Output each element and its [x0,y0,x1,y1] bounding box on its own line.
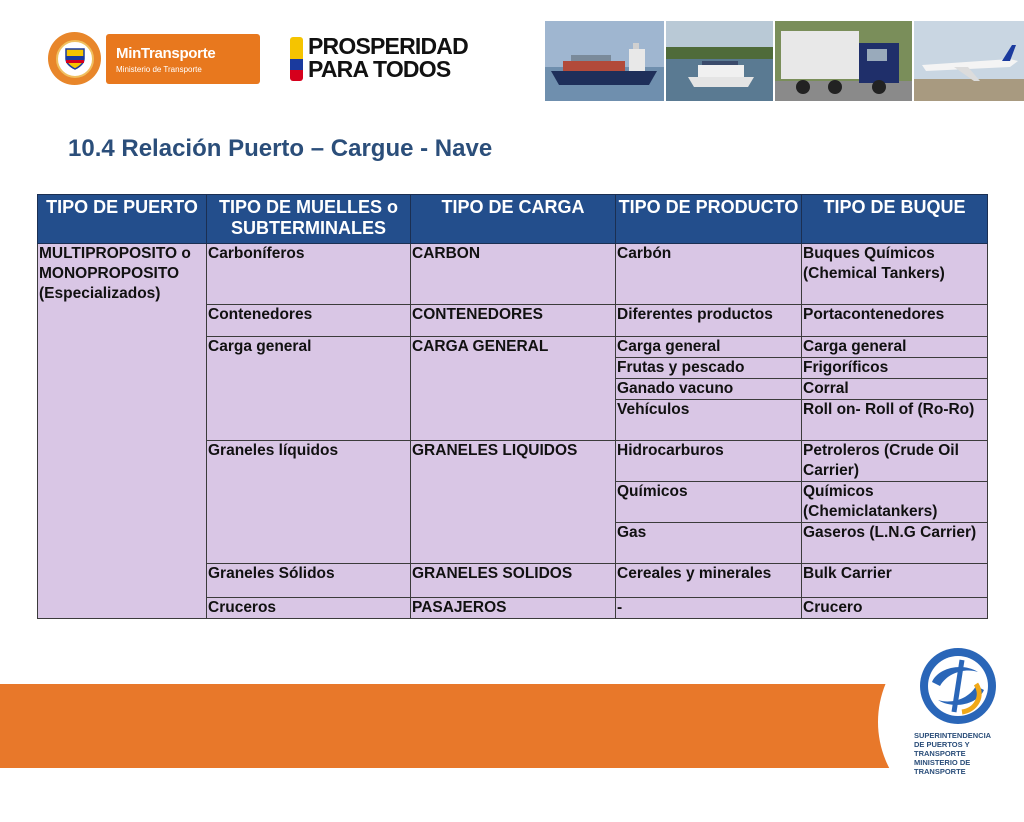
cell-puerto: MULTIPROPOSITO o MONOPROPOSITO (Especializados) [38,244,207,619]
cell-muelle: Carga general [207,337,411,441]
superintendencia-emblem-icon [918,646,998,726]
superintendencia-caption [914,731,1014,776]
slide-title: 10.4 Relación Puerto – Cargue - Nave [68,135,493,162]
cell-carga: CONTENEDORES [411,305,616,337]
slogan-line-2: PARA TODOS [308,56,451,82]
table-row [38,244,988,305]
transport-photo-strip [545,21,1024,101]
table-header-row [38,195,988,244]
emblem-line-1: SUPERINTENDENCIA [914,731,992,740]
cell-buque: Frigoríficos [802,358,988,379]
header-tipo-puerto: TIPO DE PUERTO [38,195,207,244]
mintransporte-badge [106,34,260,84]
cell-producto: Químicos [616,482,802,523]
cell-muelle: Graneles Sólidos [207,564,411,598]
ministry-subtitle: Ministerio de Transporte [116,65,202,74]
cell-carga: GRANELES LIQUIDOS [411,441,616,564]
cell-muelle: Graneles líquidos [207,441,411,564]
river-boat-photo [666,21,774,101]
cell-buque: Buques Químicos (Chemical Tankers) [802,244,988,305]
port-cargo-vessel-table [37,194,988,619]
footer-orange-band [0,684,1024,768]
cell-buque: Bulk Carrier [802,564,988,598]
cell-carga: CARGA GENERAL [411,337,616,441]
cell-carga: PASAJEROS [411,598,616,619]
ministry-name: MinTransporte [116,45,216,62]
header-tipo-buque: TIPO DE BUQUE [802,195,988,244]
cell-carga: CARBON [411,244,616,305]
cell-producto: - [616,598,802,619]
cell-muelle: Carboníferos [207,244,411,305]
republic-seal-icon [48,32,101,85]
cell-buque: Crucero [802,598,988,619]
cell-buque: Gaseros (L.N.G Carrier) [802,523,988,564]
cell-buque: Petroleros (Crude Oil Carrier) [802,441,988,482]
cell-buque: Carga general [802,337,988,358]
cell-producto: Vehículos [616,400,802,441]
cell-muelle: Cruceros [207,598,411,619]
cell-buque: Roll on- Roll of (Ro-Ro) [802,400,988,441]
header-tipo-carga: TIPO DE CARGA [411,195,616,244]
prosperidad-logo [290,34,496,84]
header-tipo-producto: TIPO DE PRODUCTO [616,195,802,244]
cell-producto: Gas [616,523,802,564]
cell-producto: Frutas y pescado [616,358,802,379]
cell-buque: Químicos (Chemiclatankers) [802,482,988,523]
cell-buque: Portacontenedores [802,305,988,337]
colombia-flag-icon [290,37,303,81]
cell-carga: GRANELES SOLIDOS [411,564,616,598]
mintransporte-logo [48,32,260,85]
slogan-line-1: PROSPERIDAD [308,33,468,59]
airplane-photo [914,21,1024,101]
cell-producto: Diferentes productos [616,305,802,337]
cell-producto: Carbón [616,244,802,305]
cell-producto: Cereales y minerales [616,564,802,598]
cell-producto: Ganado vacuno [616,379,802,400]
emblem-line-3: MINISTERIO DE TRANSPORTE [914,758,971,776]
cell-producto: Carga general [616,337,802,358]
cargo-ship-photo [545,21,664,101]
emblem-line-2: DE PUERTOS Y TRANSPORTE [914,740,970,758]
header-tipo-muelles: TIPO DE MUELLES o SUBTERMINALES [207,195,411,244]
truck-photo [775,21,912,101]
cell-producto: Hidrocarburos [616,441,802,482]
cell-buque: Corral [802,379,988,400]
cell-muelle: Contenedores [207,305,411,337]
